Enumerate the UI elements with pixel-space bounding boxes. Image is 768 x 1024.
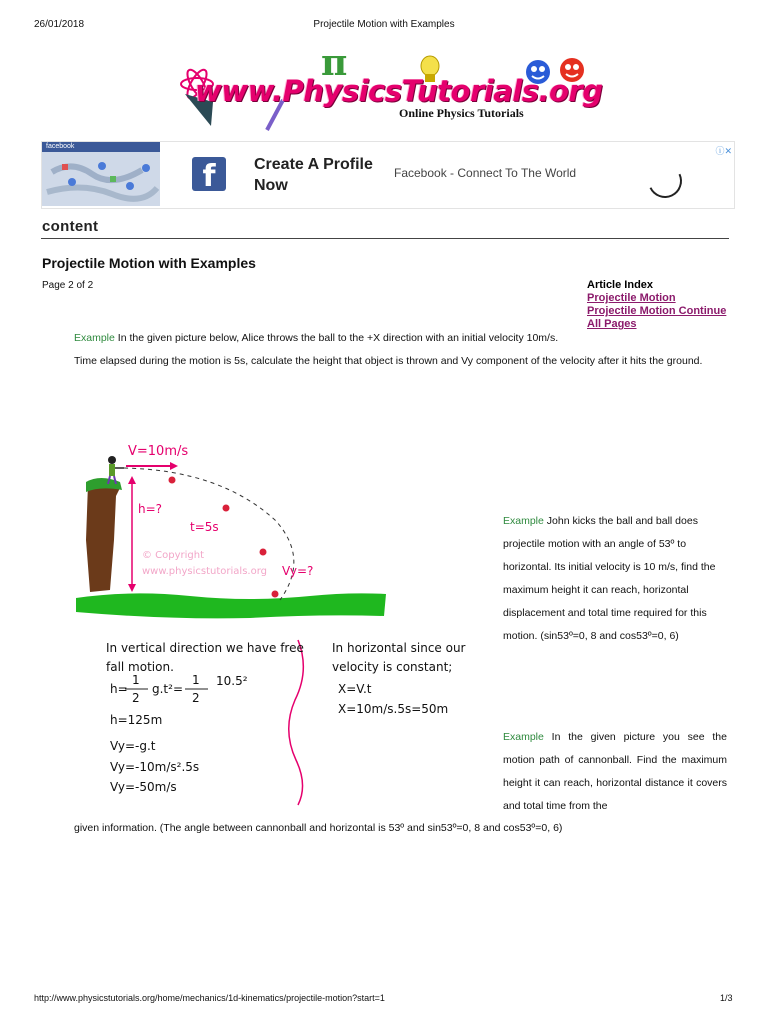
height-label: h=? <box>138 502 163 516</box>
x-equation-1: X=V.t <box>338 682 372 696</box>
print-title: Projectile Motion with Examples <box>313 19 455 30</box>
example-3-tail: given information. (The angle between cannonball and horizontal is 53º and sin53º=0, 8 and cos53º=0, 6) <box>74 822 563 834</box>
print-url: http://www.physicstutorials.org/home/mechanics/1d-kinematics/projectile-motion?start=1 <box>34 993 385 1003</box>
pi-symbol: π <box>321 42 348 84</box>
section-divider <box>41 238 729 239</box>
gt-squared: g.t²= <box>152 682 184 696</box>
print-date: 26/01/2018 <box>34 19 85 30</box>
section-heading: content <box>42 218 99 235</box>
ad-map-icon <box>42 152 160 206</box>
ad-headline[interactable]: Create A Profile Now <box>254 156 373 194</box>
vy-equation-3: Vy=-50m/s <box>110 780 177 794</box>
h-result: h=125m <box>110 713 163 727</box>
example-label: Example <box>503 731 544 743</box>
x-equation-2: X=10m/s.5s=50m <box>338 702 449 716</box>
fraction-1-denominator: 2 <box>132 691 140 705</box>
logo-tagline: Online Physics Tutorials <box>399 106 524 120</box>
vy-label: Vy=? <box>282 564 314 578</box>
vy-equation-1: Vy=-g.t <box>110 739 156 753</box>
example-1-text-2: Time elapsed during the motion is 5s, calculate the height that object is thrown and Vy component of the velocity after it hits the ground. <box>74 355 703 367</box>
numeric-term: 10.5² <box>216 674 248 688</box>
projectile-illustration <box>70 440 480 810</box>
index-link-all-pages[interactable]: All Pages <box>587 318 637 330</box>
copyright-line-2: www.physicstutorials.org <box>142 566 267 577</box>
copyright-line-1: © Copyright <box>142 550 205 561</box>
ad-banner[interactable] <box>41 141 735 209</box>
example-1-paragraph <box>74 327 734 373</box>
example-2-text: John kicks the ball and ball does projectile motion with an angle of 53º to horizontal. Its initial velocity is 10 m/s, find the maximum height it can reach, horizontal displacement and total time required for this motion. (sin53º=0, 8 and cos53º=0, 6) <box>503 515 716 642</box>
vy-equation-2: Vy=-10m/s².5s <box>110 760 200 774</box>
ad-thumb-label: facebook <box>42 142 160 152</box>
horizontal-note-1: In horizontal since our <box>332 641 466 655</box>
loading-spinner-icon <box>643 159 687 203</box>
vertical-note-1: In vertical direction we have free <box>106 641 304 655</box>
horizontal-note-2: velocity is constant; <box>332 660 453 674</box>
projectile-figure <box>70 440 480 810</box>
print-page-number: 1/3 <box>720 993 733 1003</box>
article-index-heading: Article Index <box>587 279 654 291</box>
example-2-paragraph <box>503 510 729 648</box>
index-link-projectile-motion-continue[interactable]: Projectile Motion Continue <box>587 305 727 317</box>
logo-text: www.PhysicsTutorials.org <box>195 74 603 108</box>
article-title: Projectile Motion with Examples <box>42 255 256 271</box>
index-link-projectile-motion[interactable]: Projectile Motion <box>587 292 676 304</box>
site-logo[interactable] <box>175 42 603 132</box>
fraction-2-numerator: 1 <box>192 673 200 687</box>
example-3-text: In the given picture you see the motion path of cannonball. Find the maximum height it can reach, horizontal distance it covers and total time from the <box>503 731 727 812</box>
example-3-paragraph <box>503 726 727 818</box>
facebook-logo-icon: f <box>192 157 226 191</box>
example-1-text: In the given picture below, Alice throws the ball to the +X direction with an initial velocity 10m/s. <box>114 332 559 344</box>
vertical-note-2: fall motion. <box>106 660 174 674</box>
example-label: Example <box>503 515 544 527</box>
article-index <box>587 279 726 331</box>
time-label: t=5s <box>190 520 219 534</box>
ad-thumbnail <box>42 142 160 206</box>
example-label: Example <box>74 332 115 344</box>
ad-close-icon[interactable]: ⓘ✕ <box>715 146 732 156</box>
ad-description[interactable]: Facebook - Connect To The World <box>394 166 577 180</box>
velocity-label: V=10m/s <box>128 444 189 459</box>
fraction-1-numerator: 1 <box>132 673 140 687</box>
page-indicator: Page 2 of 2 <box>42 280 94 291</box>
h-equation-prefix: h= <box>110 682 128 696</box>
fraction-2-denominator: 2 <box>192 691 200 705</box>
